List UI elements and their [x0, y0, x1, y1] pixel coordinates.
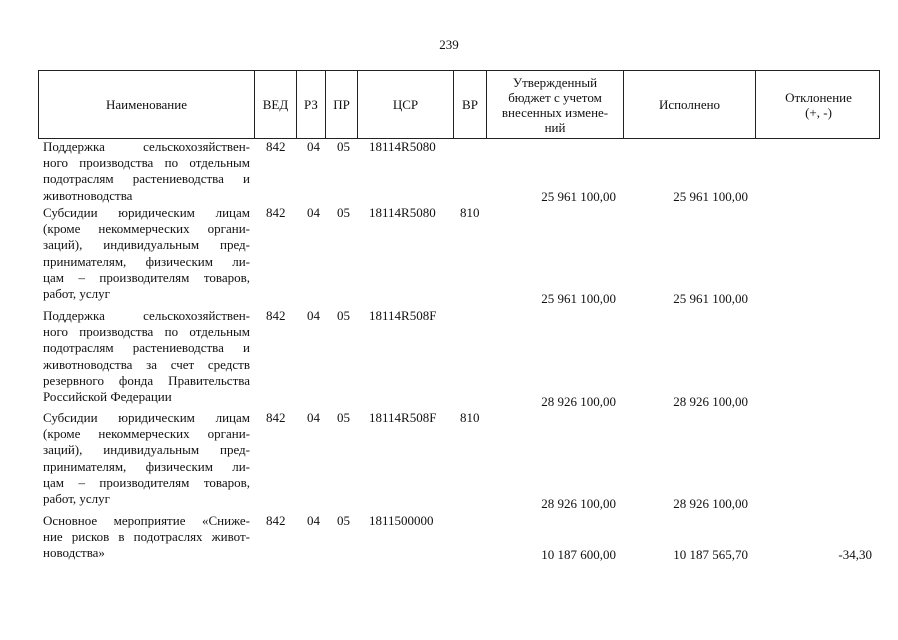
cell-rz: 04	[307, 205, 320, 220]
name-line: принимателям, физическим ли-	[43, 253, 250, 269]
cell-executed: 25 961 100,00	[673, 189, 748, 204]
name-line: Субсидии юридическим лицам	[43, 410, 250, 425]
cell-approved: 10 187 600,00	[541, 547, 616, 562]
cell-pr: 05	[337, 139, 350, 154]
name-line: заций), индивидуальным пред-	[43, 442, 250, 458]
header-name: Наименование	[39, 71, 255, 138]
row-name	[43, 410, 250, 507]
cell-ved: 842	[266, 410, 286, 425]
name-line: ного производства по отдельным	[43, 324, 250, 340]
name-line: животноводства	[43, 187, 133, 203]
header-approved-line: бюджет с учетом	[508, 89, 602, 105]
name-line: Российской Федерации	[43, 389, 172, 405]
cell-csr: 18114R508F	[369, 308, 437, 323]
cell-pr: 05	[337, 205, 350, 220]
cell-pr: 05	[337, 513, 350, 528]
cell-csr: 18114R5080	[369, 139, 436, 154]
cell-ved: 842	[266, 513, 286, 528]
cell-vr: 810	[460, 410, 480, 425]
header-deviation-line: Отклонение	[785, 89, 852, 105]
cell-csr: 18114R508F	[369, 410, 437, 425]
header-deviation	[756, 71, 881, 138]
cell-executed: 10 187 565,70	[673, 547, 748, 562]
name-line: работ, услуг	[43, 491, 111, 507]
table-header	[38, 70, 880, 139]
cell-rz: 04	[307, 139, 320, 154]
name-line: работ, услуг	[43, 286, 111, 302]
page-number: 239	[439, 37, 459, 52]
header-approved	[487, 71, 624, 138]
cell-ved: 842	[266, 308, 286, 323]
cell-rz: 04	[307, 308, 320, 323]
cell-deviation: -34,30	[838, 547, 872, 562]
header-pr: ПР	[326, 71, 358, 138]
cell-ved: 842	[266, 205, 286, 220]
cell-csr: 1811500000	[369, 513, 434, 528]
name-line: Субсидии юридическим лицам	[43, 205, 250, 220]
cell-pr: 05	[337, 410, 350, 425]
name-line: Поддержка сельскохозяйствен-	[43, 139, 250, 154]
cell-executed: 28 926 100,00	[673, 394, 748, 409]
name-line: подотраслям растениеводства и	[43, 171, 250, 187]
header-executed: Исполнено	[624, 71, 756, 138]
cell-ved: 842	[266, 139, 286, 154]
header-csr: ЦСР	[358, 71, 454, 138]
header-vr: ВР	[454, 71, 487, 138]
cell-approved: 25 961 100,00	[541, 189, 616, 204]
name-line: цам – производителям товаров,	[43, 269, 250, 285]
cell-approved: 25 961 100,00	[541, 291, 616, 306]
name-line: ного производства по отдельным	[43, 155, 250, 171]
name-line: (кроме некоммерческих органи-	[43, 221, 250, 237]
cell-pr: 05	[337, 308, 350, 323]
cell-approved: 28 926 100,00	[541, 394, 616, 409]
row-name	[43, 308, 250, 405]
header-approved-line: Утвержденный	[512, 74, 598, 90]
cell-approved: 28 926 100,00	[541, 496, 616, 511]
cell-rz: 04	[307, 410, 320, 425]
name-line: новодства»	[43, 545, 105, 561]
cell-executed: 25 961 100,00	[673, 291, 748, 306]
name-line: (кроме некоммерческих органи-	[43, 426, 250, 442]
cell-vr: 810	[460, 205, 480, 220]
header-approved-line: ний	[544, 119, 566, 135]
header-approved-line: внесенных измене-	[501, 104, 609, 120]
name-line: ние рисков в подотраслях живот-	[43, 529, 250, 545]
cell-csr: 18114R5080	[369, 205, 436, 220]
name-line: цам – производителям товаров,	[43, 474, 250, 490]
name-line: Поддержка сельскохозяйствен-	[43, 308, 250, 323]
header-ved: ВЕД	[255, 71, 297, 138]
header-deviation-line: (+, -)	[805, 104, 832, 120]
name-line: заций), индивидуальным пред-	[43, 237, 250, 253]
name-line: Основное мероприятие «Сниже-	[43, 513, 250, 528]
cell-executed: 28 926 100,00	[673, 496, 748, 511]
row-name	[43, 205, 250, 302]
name-line: животноводства за счет средств	[43, 356, 250, 372]
name-line: подотраслям растениеводства и	[43, 340, 250, 356]
row-name	[43, 513, 250, 562]
header-rz: РЗ	[297, 71, 326, 138]
name-line: резервного фонда Правительства	[43, 372, 250, 388]
row-name	[43, 139, 250, 204]
cell-rz: 04	[307, 513, 320, 528]
name-line: принимателям, физическим ли-	[43, 458, 250, 474]
